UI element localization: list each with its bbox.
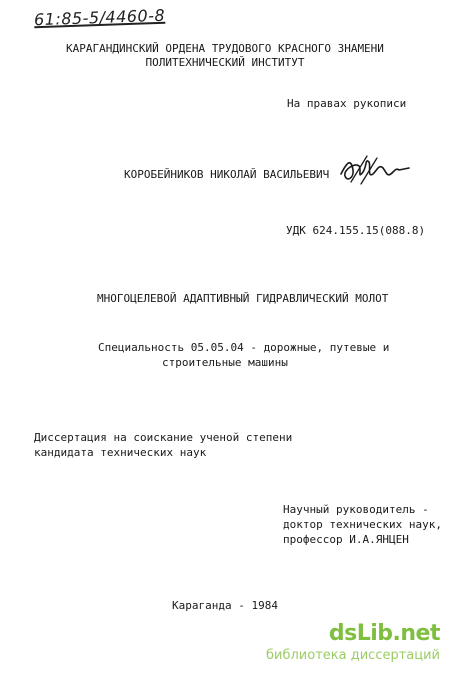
- dslib-watermark-subtitle: библиотека диссертаций: [266, 648, 440, 663]
- specialty-line-1: Специальность 05.05.04 - дорожные, путевые и: [98, 341, 390, 354]
- udc-code: УДК 624.155.15(088.8): [286, 224, 426, 237]
- rights-note: На правах рукописи: [287, 97, 407, 110]
- author-name: КОРОБЕЙНИКОВ НИКОЛАЙ ВАСИЛЬЕВИЧ: [124, 168, 330, 181]
- degree-line-1: Диссертация на соискание ученой степени: [34, 431, 293, 444]
- degree-line-2: кандидата технических наук: [34, 446, 207, 459]
- specialty-line-2: строительные машины: [162, 356, 288, 369]
- author-signature: [337, 152, 413, 188]
- supervisor-line-3: профессор И.А.ЯНЦЕН: [283, 533, 409, 546]
- institution-line-2: ПОЛИТЕХНИЧЕСКИЙ ИНСТИТУТ: [145, 56, 305, 69]
- city-and-year: Караганда - 1984: [172, 599, 278, 612]
- supervisor-line-2: доктор технических наук,: [283, 518, 442, 531]
- supervisor-line-1: Научный руководитель -: [283, 503, 429, 516]
- dslib-watermark-logo: dsLib.net: [328, 621, 440, 646]
- handwritten-catalog-number: 61:85-5/4460-8: [33, 5, 166, 30]
- dissertation-title: МНОГОЦЕЛЕВОЙ АДАПТИВНЫЙ ГИДРАВЛИЧЕСКИЙ МОЛОТ: [97, 292, 389, 305]
- institution-line-1: КАРАГАНДИНСКИЙ ОРДЕНА ТРУДОВОГО КРАСНОГО ЗНАМЕНИ: [66, 42, 384, 55]
